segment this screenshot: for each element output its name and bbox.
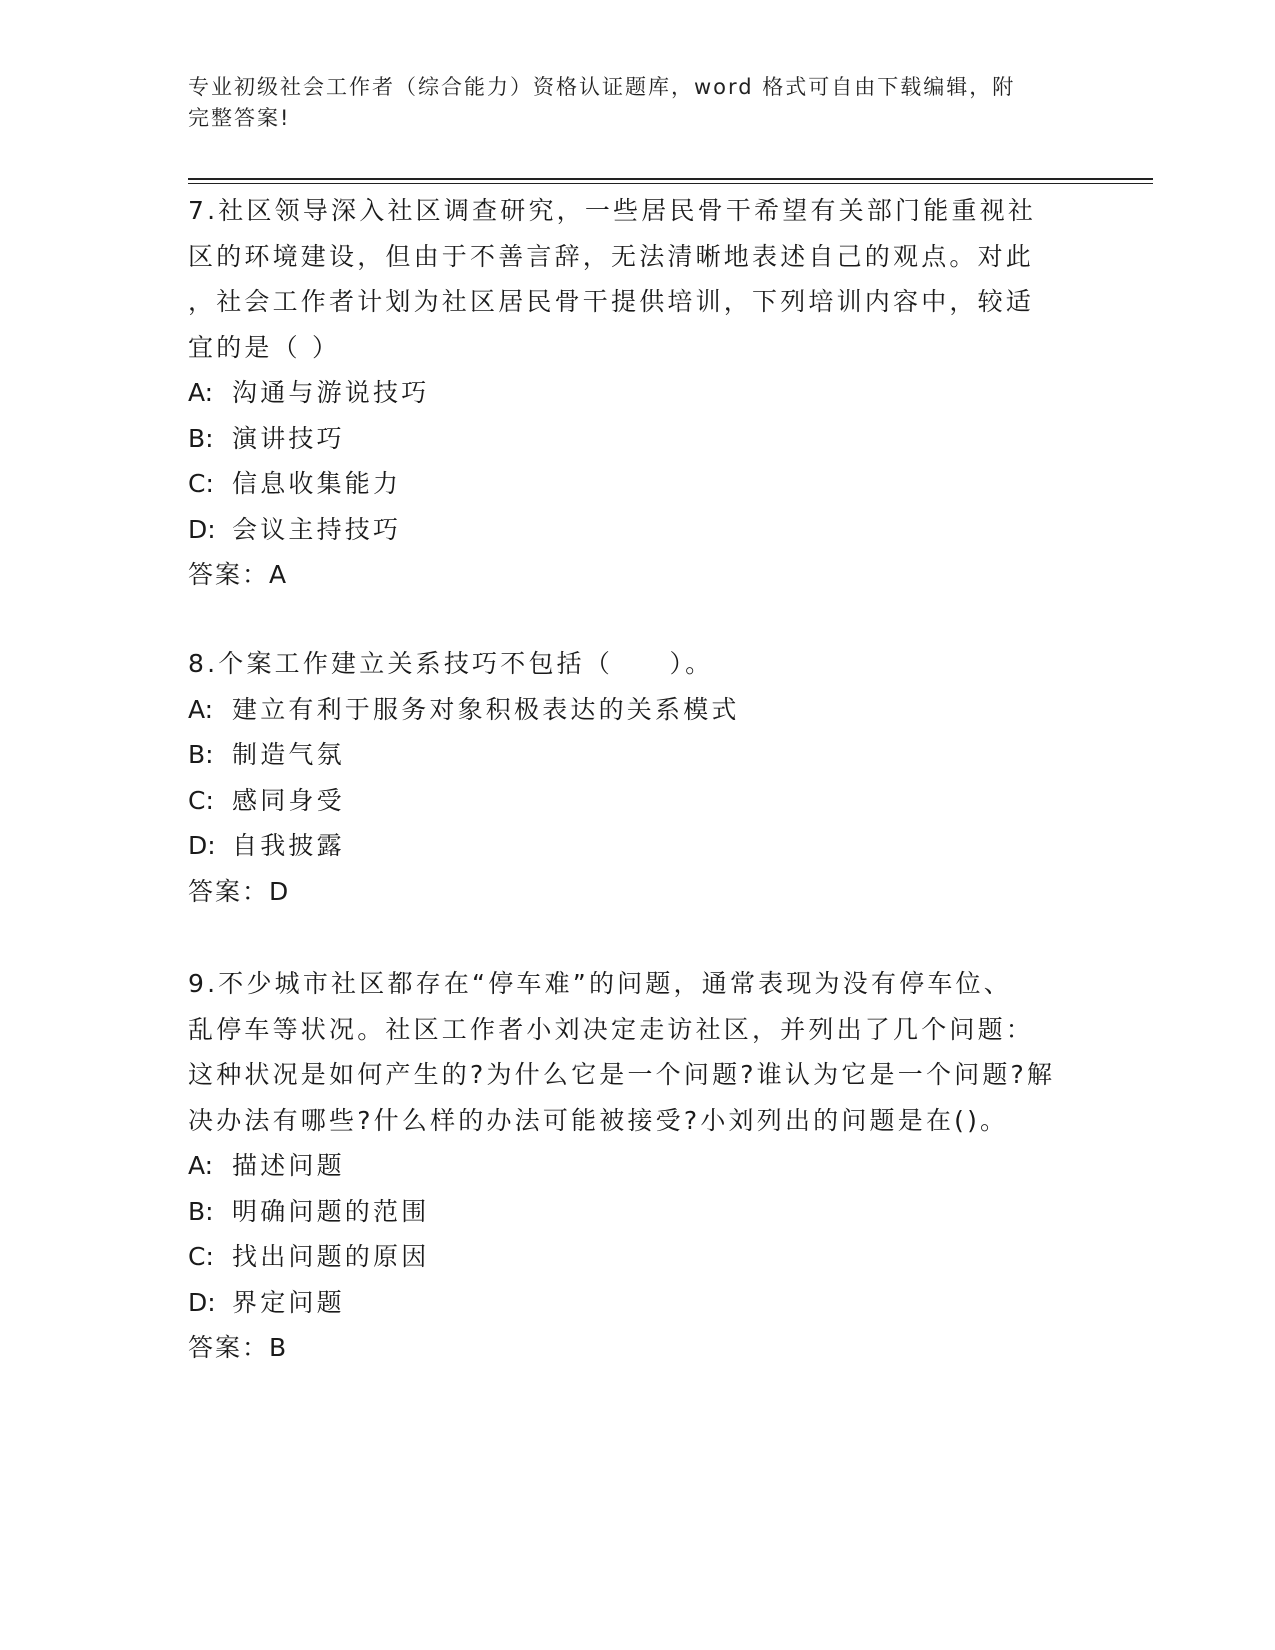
option-b xyxy=(188,732,1088,778)
question-8 xyxy=(188,641,1088,914)
option-a xyxy=(188,1143,1088,1189)
option-c xyxy=(188,778,1088,824)
question-stem-line: 决办法有哪些?什么样的办法可能被接受?小刘列出的问题是在()。 xyxy=(188,1105,1009,1135)
answer-line: 答案：D xyxy=(188,876,291,906)
option-c xyxy=(188,461,1088,507)
option-b xyxy=(188,416,1088,462)
option-b xyxy=(188,1189,1088,1235)
option-text: 感同身受 xyxy=(232,785,345,815)
header-rule-thin xyxy=(188,183,1153,184)
option-text: 界定问题 xyxy=(232,1287,345,1317)
header-line-2: 完整答案! xyxy=(188,106,291,130)
option-key: C: xyxy=(188,469,214,498)
option-key: B: xyxy=(188,1196,214,1226)
option-key: C: xyxy=(188,1242,214,1271)
option-d xyxy=(188,1280,1088,1326)
option-text: 会议主持技巧 xyxy=(232,514,402,544)
option-key: D: xyxy=(188,831,216,860)
option-key: A: xyxy=(188,694,214,724)
option-d xyxy=(188,823,1088,869)
question-stem-line: 8.个案工作建立关系技巧不包括（ ）。 xyxy=(188,649,714,678)
answer-line: 答案：A xyxy=(188,560,289,589)
header-line-1: 专业初级社会工作者（综合能力）资格认证题库，word 格式可自由下载编辑，附 xyxy=(188,75,1016,99)
page-header xyxy=(188,72,1088,134)
answer-line: 答案：B xyxy=(188,1333,289,1362)
option-key: C: xyxy=(188,785,214,815)
question-7 xyxy=(188,188,1088,598)
option-d xyxy=(188,507,1088,553)
option-key: A: xyxy=(188,1151,214,1180)
header-rule-thick xyxy=(188,178,1153,180)
option-text: 信息收集能力 xyxy=(232,469,402,498)
option-a xyxy=(188,687,1088,733)
option-key: D: xyxy=(188,1287,216,1317)
question-stem-line: 这种状况是如何产生的?为什么它是一个问题?谁认为它是一个问题?解 xyxy=(188,1060,1056,1089)
option-key: B: xyxy=(188,740,214,769)
question-9 xyxy=(188,961,1088,1371)
question-stem-line: 7.社区领导深入社区调查研究，一些居民骨干希望有关部门能重视社 xyxy=(188,196,1037,225)
question-stem-line: ，社会工作者计划为社区居民骨干提供培训，下列培训内容中，较适 xyxy=(188,287,1035,316)
question-stem-line: 9.不少城市社区都存在“停车难”的问题，通常表现为没有停车位、 xyxy=(188,969,1012,998)
option-a xyxy=(188,370,1088,416)
question-stem-line: 区的环境建设，但由于不善言辞，无法清晰地表述自己的观点。对此 xyxy=(188,241,1035,271)
question-stem-line: 乱停车等状况。社区工作者小刘决定走访社区，并列出了几个问题： xyxy=(188,1014,1035,1044)
option-text: 演讲技巧 xyxy=(232,423,345,453)
option-text: 建立有利于服务对象积极表达的关系模式 xyxy=(232,694,740,724)
option-text: 沟通与游说技巧 xyxy=(232,378,430,407)
option-text: 自我披露 xyxy=(232,831,345,860)
option-key: B: xyxy=(188,423,214,453)
option-c xyxy=(188,1234,1088,1280)
option-text: 明确问题的范围 xyxy=(232,1196,430,1226)
option-key: D: xyxy=(188,514,216,544)
option-text: 找出问题的原因 xyxy=(232,1242,430,1271)
question-stem-line: 宜的是（ ） xyxy=(188,332,341,362)
option-key: A: xyxy=(188,378,214,407)
option-text: 描述问题 xyxy=(232,1151,345,1180)
option-text: 制造气氛 xyxy=(232,740,345,769)
